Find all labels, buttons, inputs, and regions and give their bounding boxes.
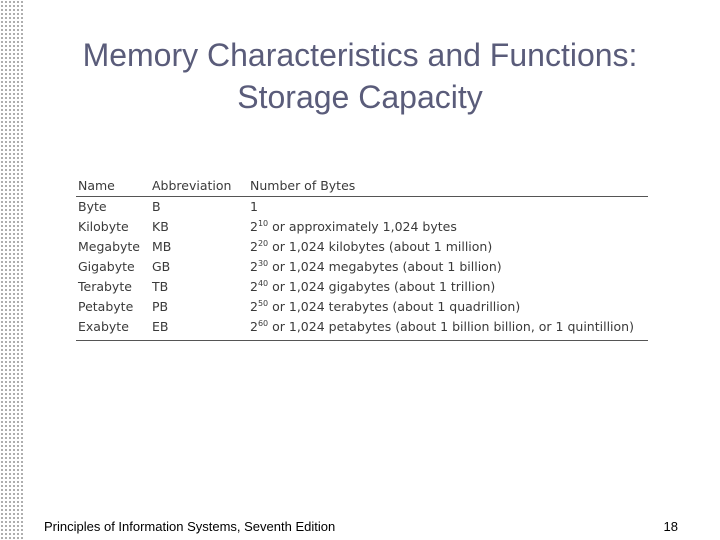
- bytes-exponent: 40: [257, 279, 269, 288]
- bytes-description: or approximately 1,024 bytes: [268, 219, 457, 234]
- slide-title-line-2: Storage Capacity: [237, 79, 483, 115]
- cell-bytes: [248, 257, 648, 277]
- cell-bytes: [248, 217, 648, 237]
- cell-bytes: [248, 277, 648, 297]
- bytes-description: or 1,024 kilobytes (about 1 million): [268, 239, 493, 254]
- bytes-base: 1: [250, 199, 258, 214]
- table-row: [76, 297, 648, 317]
- bytes-description: or 1,024 petabytes (about 1 billion billion, or 1 quintillion): [268, 319, 634, 334]
- header-abbreviation: Abbreviation: [150, 176, 248, 197]
- dotted-left-border: [0, 0, 24, 540]
- cell-abbreviation: PB: [152, 299, 169, 314]
- bytes-description: or 1,024 terabytes (about 1 quadrillion): [268, 299, 521, 314]
- cell-bytes: [248, 197, 648, 218]
- cell-name: Byte: [78, 199, 107, 214]
- bytes-exponent: 30: [257, 259, 269, 268]
- storage-capacity-table: [76, 176, 648, 341]
- bytes-exponent: 10: [257, 219, 269, 228]
- bytes-base: 2: [250, 239, 258, 254]
- bytes-base: 2: [250, 279, 258, 294]
- bytes-description: or 1,024 megabytes (about 1 billion): [268, 259, 502, 274]
- cell-abbreviation: GB: [152, 259, 171, 274]
- bytes-description: or 1,024 gigabytes (about 1 trillion): [268, 279, 496, 294]
- header-name: Name: [76, 176, 150, 197]
- table-row: [76, 197, 648, 218]
- bytes-exponent: 50: [257, 299, 269, 308]
- cell-abbreviation: MB: [152, 239, 172, 254]
- table-row: [76, 237, 648, 257]
- cell-abbreviation: B: [152, 199, 161, 214]
- cell-name: Megabyte: [78, 239, 140, 254]
- cell-name: Exabyte: [76, 317, 150, 341]
- cell-name: Kilobyte: [78, 219, 129, 234]
- cell-abbreviation: EB: [150, 317, 248, 341]
- cell-abbreviation: KB: [152, 219, 169, 234]
- header-number-of-bytes: Number of Bytes: [248, 176, 648, 197]
- cell-name: Terabyte: [78, 279, 132, 294]
- bytes-exponent: 20: [257, 239, 269, 248]
- table-row: [76, 317, 648, 341]
- bytes-base: 2: [250, 299, 258, 314]
- cell-abbreviation: TB: [152, 279, 169, 294]
- table-row: [76, 277, 648, 297]
- slide-title: [30, 34, 690, 118]
- bytes-exponent: 60: [257, 319, 269, 328]
- table-row: [76, 217, 648, 237]
- bytes-base: 2: [250, 319, 258, 334]
- slide-title-line-1: Memory Characteristics and Functions:: [82, 37, 638, 73]
- table-header-row: [76, 176, 648, 197]
- cell-bytes: [248, 317, 648, 341]
- page-number: 18: [663, 519, 678, 534]
- bytes-base: 2: [250, 259, 258, 274]
- footer-source: Principles of Information Systems, Seventh Edition: [44, 519, 336, 534]
- cell-name: Petabyte: [78, 299, 134, 314]
- table-row: [76, 257, 648, 277]
- cell-bytes: [248, 237, 648, 257]
- cell-name: Gigabyte: [78, 259, 135, 274]
- cell-bytes: [248, 297, 648, 317]
- bytes-base: 2: [250, 219, 258, 234]
